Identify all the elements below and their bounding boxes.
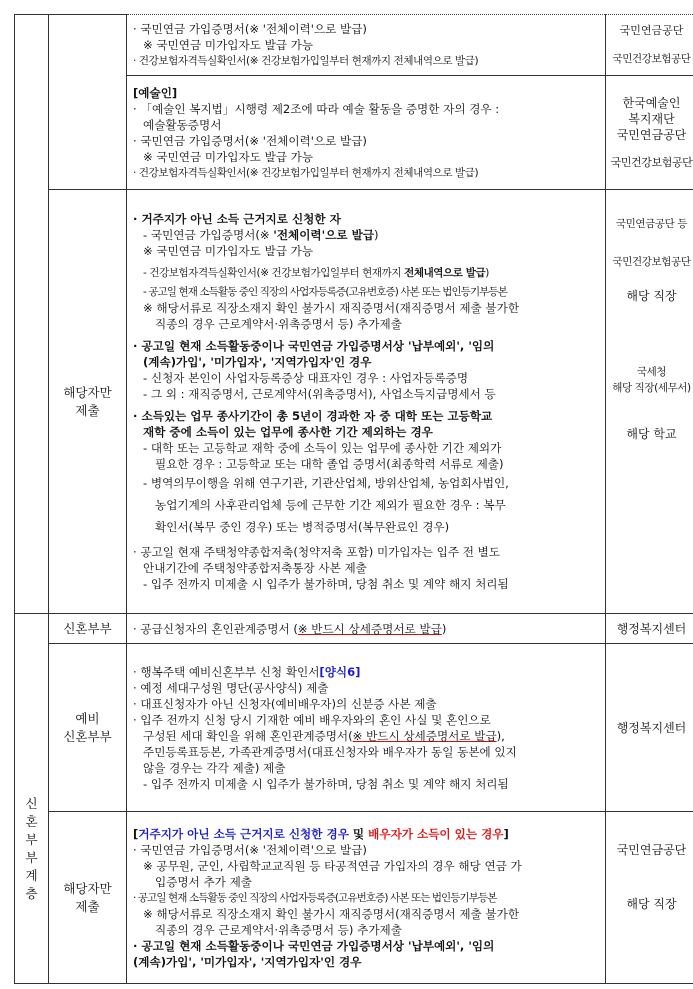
- doc-underlined-note: ※ 반드시 상세증명서로 발급: [352, 728, 497, 743]
- table-row: [15, 812, 693, 984]
- issuing-org-cell: 행정복지센터: [606, 644, 693, 812]
- doc-emphasis: '전체이력'으로 발급: [273, 228, 375, 242]
- doc-text: · 행복주택 예비신혼부부 신청 확인서: [133, 664, 320, 679]
- org-label: 국민연금공단 등: [615, 218, 688, 230]
- org-label: 국민건강보험공단: [610, 155, 693, 169]
- doc-line: · 예정 세대구성원 명단(공사양식) 제출: [133, 680, 329, 695]
- condition-heading: · 공고일 현재 소득활동중이나 국민연금 가입증명서상 '납부예외', '임의: [133, 339, 495, 353]
- category-char: 계: [25, 867, 38, 883]
- condition-highlight-red: 배우자가 소득이 있는 경우: [368, 826, 504, 841]
- doc-note: ※ 국민연금 미가입자도 발급 가능: [143, 149, 314, 164]
- doc-note: ※ 해당서류로 직장소재지 확인 불가시 재직증명서(재직증명서 제출 불가한: [143, 906, 520, 921]
- doc-line: · 건강보험자격득실확인서(※ 건강보험가입일부터 현재까지 전체내역으로 발급): [133, 166, 479, 179]
- section-heading: [예술인]: [133, 85, 178, 100]
- issuing-org-cell: [606, 76, 693, 190]
- org-label: 국민연금공단: [616, 127, 687, 142]
- doc-line: · 공고일 현재 주택청약종합저축(청약저축 포함) 미가입자는 입주 전 별도: [133, 545, 501, 559]
- doc-line: · 「예술인 복지법」시행령 제2조에 따라 예술 활동을 증명한 자의 경우 :: [133, 101, 500, 116]
- doc-underlined-note: ※ 반드시 상세증명서로 발급: [297, 621, 442, 636]
- condition-heading: (계속)가입', '미가입자', '지역가입자'인 경우: [133, 954, 362, 969]
- doc-line: - 그 외 : 재직증명서, 근로계약서(위촉증명서), 사업소득지급명세서 등: [143, 387, 496, 401]
- doc-line: - 입주 전까지 미제출 시 입주가 불가하며, 당첨 취소 및 계약 해지 처리됨: [143, 577, 509, 591]
- documents-cell: [127, 644, 606, 812]
- doc-line: 확인서(복무 중인 경우) 또는 병적증명서(복무완료인 경우): [155, 520, 450, 534]
- subcategory-label: [49, 812, 127, 984]
- condition-heading: · 공고일 현재 소득활동중이나 국민연금 가입증명서상 '납부예외', '임의: [133, 938, 495, 953]
- org-label: 국민연금공단: [619, 24, 684, 37]
- doc-note: ※ 해당서류로 직장소재지 확인 불가시 재직증명서(재직증명서 제출 불가한: [143, 301, 520, 315]
- required-documents-table: [14, 14, 693, 984]
- sub-label-line: 예비: [75, 710, 100, 726]
- category-char: 부: [25, 831, 38, 847]
- issuing-org-cell: [606, 812, 693, 984]
- doc-text: ),: [496, 728, 505, 743]
- doc-line: 주민등록표등본, 가족관계증명서(대표신청자와 배우자가 동일 동본에 있지: [143, 744, 517, 759]
- document-page: [14, 14, 693, 978]
- subcategory-label: [49, 190, 127, 614]
- doc-text: - 건강보험자격득실확인서(※ 건강보험가입일부터 현재까지: [143, 267, 405, 279]
- doc-line: - 공고일 현재 소득활동 중인 직장의 사업자등록증(고유번호증) 사본 또는 법인등기부등본: [143, 286, 507, 298]
- doc-line: 필요한 경우 : 고등학교 또는 대학 졸업 증명서(최종학력 서류로 제출): [155, 457, 504, 471]
- category-char: 혼: [25, 813, 38, 829]
- table-row: [15, 15, 693, 76]
- org-label: 국민연금공단: [616, 843, 687, 857]
- doc-text: ): [374, 228, 379, 242]
- sub-label-line: 해당자만: [63, 384, 112, 400]
- issuing-org-cell: 행정복지센터: [606, 614, 693, 644]
- condition-heading: (계속)가입', '미가입자', '지역가입자'인 경우: [143, 355, 372, 369]
- condition-highlight-blue: 거주지가 아닌 소득 근거지로 신청한 경우: [138, 826, 349, 841]
- doc-text: ): [485, 267, 489, 279]
- documents-cell: [127, 15, 606, 76]
- sub-label-line: 신혼부부: [63, 728, 112, 744]
- table-row: [15, 614, 693, 644]
- category-char: 층: [25, 885, 38, 901]
- org-label: 국민건강보험공단: [612, 53, 691, 65]
- sub-label-line: 해당자만: [63, 880, 112, 896]
- doc-line: · 국민연금 가입증명서(※ '전체이력'으로 발급): [133, 842, 367, 857]
- condition-heading: 재학 중에 소득이 있는 업무에 종사한 기간 제외하는 경우: [143, 425, 433, 439]
- doc-line: · 국민연금 가입증명서(※ '전체이력'으로 발급): [133, 133, 367, 148]
- sub-label-line: 제출: [75, 898, 100, 914]
- org-label: 해당 학교: [626, 427, 677, 441]
- condition-heading: · 거주지가 아닌 소득 근거지로 신청한 자: [133, 212, 341, 226]
- doc-note: 입증명서 추가 제출: [155, 874, 252, 889]
- category-char: 부: [25, 849, 38, 865]
- doc-note: ※ 국민연금 미가입자도 발급 가능: [143, 38, 314, 52]
- doc-text: 구성된 세대 확인을 위해 혼인관계증명서(: [143, 728, 353, 743]
- org-label: 해당 직장: [626, 897, 677, 911]
- doc-line: 농업기계의 사후관리업체 등에 근무한 기간 제외가 필요한 경우 : 복무: [155, 498, 506, 512]
- doc-text: ): [441, 621, 447, 636]
- subcategory-cell-continued: [49, 15, 127, 190]
- category-cell-continued: [15, 15, 49, 614]
- doc-text: - 국민연금 가입증명서(※: [143, 228, 274, 242]
- issuing-org-cell: [606, 190, 693, 614]
- doc-line: - 병역의무이행을 위해 연구기관, 기관산업체, 방위산업체, 농업회사법인,: [143, 476, 509, 490]
- doc-emphasis: 전체내역으로 발급: [404, 267, 486, 279]
- org-label: 해당 직장(세무서): [612, 382, 691, 394]
- doc-note: 직종의 경우 근로계약서·위촉증명서 등) 추가제출: [155, 317, 402, 331]
- doc-line: 안내기간에 주택청약종합저축통장 사본 제출: [143, 561, 367, 575]
- doc-note: ※ 공무원, 군인, 사립학교교직원 등 타공적연금 가입자의 경우 해당 연금 가: [143, 858, 522, 873]
- doc-line: · 입주 전까지 신청 당시 기재한 예비 배우자와의 혼인 사실 및 혼인으로: [133, 712, 491, 727]
- subcategory-label: 신혼부부: [49, 614, 127, 644]
- doc-line: 않을 경우는 각각 제출) 제출: [143, 760, 286, 775]
- org-label: 한국예술인: [622, 95, 681, 110]
- issuing-org-cell: [606, 15, 693, 76]
- conjunction: 및: [348, 826, 369, 841]
- doc-line: · 국민연금 가입증명서(※ '전체이력'으로 발급): [133, 22, 367, 36]
- documents-cell: [127, 614, 606, 644]
- category-label: [15, 614, 49, 984]
- doc-note: ※ 국민연금 미가입자도 발급 가능: [143, 244, 314, 258]
- documents-cell: [127, 190, 606, 614]
- sub-label-line: 제출: [75, 402, 100, 418]
- bracket: [: [133, 826, 139, 841]
- condition-heading: · 소득있는 업무 종사기간이 총 5년이 경과한 자 중 대학 또는 고등학교: [133, 409, 493, 423]
- doc-line: · 공고일 현재 소득활동 중인 직장의 사업자등록증(고유번호증) 사본 또는 법인등기부등본: [133, 891, 497, 904]
- form-reference: [양식6]: [319, 664, 361, 679]
- doc-text: · 공급신청자의 혼인관계증명서 (: [133, 621, 298, 636]
- doc-line: - 신청자 본인이 사업자등록증상 대표자인 경우 : 사업자등록증명: [143, 371, 469, 385]
- category-char: 신: [25, 795, 38, 811]
- bracket: ]: [503, 826, 509, 841]
- doc-line: - 대학 또는 고등학교 재학 중에 소득이 있는 업무에 종사한 기간 제외가: [143, 441, 502, 455]
- table-row: [15, 190, 693, 614]
- doc-note: 직종의 경우 근로계약서·위촉증명서 등) 추가제출: [155, 922, 402, 937]
- org-label: 국세청: [636, 366, 667, 378]
- org-label: 복지재단: [628, 111, 675, 126]
- doc-line: - 입주 전까지 미제출 시 입주가 불가하며, 당첨 취소 및 계약 해지 처리됨: [143, 776, 509, 791]
- doc-line: 예술활동증명서: [143, 117, 222, 132]
- doc-line: · 건강보험자격득실확인서(※ 건강보험가입일부터 현재까지 전체내역으로 발급): [133, 55, 479, 67]
- doc-line: · 대표신청자가 아닌 신청자(예비배우자)의 신분증 사본 제출: [133, 696, 437, 711]
- subcategory-label: [49, 644, 127, 812]
- documents-cell: [127, 812, 606, 984]
- table-row: [15, 644, 693, 812]
- org-label: 해당 직장: [626, 289, 677, 303]
- org-label: 국민건강보험공단: [612, 256, 691, 268]
- documents-cell: [127, 76, 606, 190]
